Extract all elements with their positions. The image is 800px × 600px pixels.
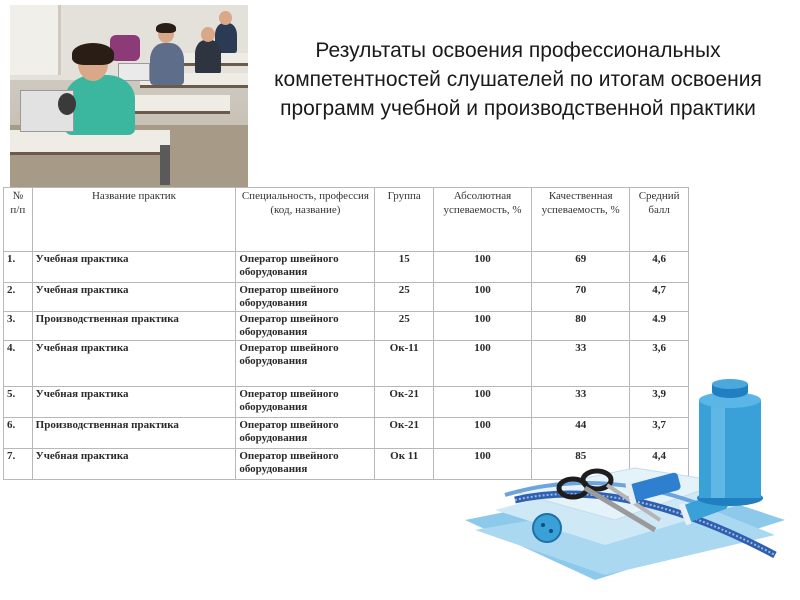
photo-head xyxy=(201,27,215,42)
cell-num: 6. xyxy=(4,418,33,449)
photo-head xyxy=(219,11,232,25)
photo-machine-wheel xyxy=(58,93,76,115)
cell-average: 3,9 xyxy=(630,387,689,418)
cell-absolute: 100 xyxy=(433,341,531,387)
cell-name: Учебная практика xyxy=(32,252,236,283)
photo-window xyxy=(10,5,61,75)
photo-fabric xyxy=(110,35,140,61)
cell-num: 5. xyxy=(4,387,33,418)
cell-specialty: Оператор швейного оборудования xyxy=(236,252,375,283)
header-quality: Качественная успеваемость, % xyxy=(532,188,630,252)
photo-person xyxy=(195,40,221,74)
photo-hair xyxy=(72,43,114,65)
cell-group: Ок-21 xyxy=(375,387,433,418)
sewing-workshop-photo xyxy=(10,5,248,187)
cell-num: 3. xyxy=(4,312,33,341)
header-group: Группа xyxy=(375,188,433,252)
cell-num: 7. xyxy=(4,449,33,480)
cell-name: Учебная практика xyxy=(32,449,236,480)
cell-specialty: Оператор швейного оборудования xyxy=(236,387,375,418)
button-hole xyxy=(541,523,545,527)
table-header-row xyxy=(4,188,689,252)
cell-group: Ок-21 xyxy=(375,418,433,449)
cell-specialty: Оператор швейного оборудования xyxy=(236,418,375,449)
cell-quality: 70 xyxy=(532,283,630,312)
button-icon xyxy=(533,514,561,542)
table-row xyxy=(4,252,689,283)
cell-specialty: Оператор швейного оборудования xyxy=(236,341,375,387)
cell-group: 25 xyxy=(375,312,433,341)
cell-group: 15 xyxy=(375,252,433,283)
cell-specialty: Оператор швейного оборудования xyxy=(236,312,375,341)
cell-quality: 33 xyxy=(532,341,630,387)
header-num: № п/п xyxy=(4,188,33,252)
thread-cone-icon xyxy=(697,379,763,506)
sewing-supplies-illustration xyxy=(455,370,795,595)
cell-group: 25 xyxy=(375,283,433,312)
cell-average: 4,7 xyxy=(630,283,689,312)
cell-group: Ок 11 xyxy=(375,449,433,480)
cell-absolute: 100 xyxy=(433,449,531,480)
header-name: Название практик xyxy=(32,188,236,252)
table-row xyxy=(4,312,689,341)
cell-name: Учебная практика xyxy=(32,387,236,418)
cell-quality: 69 xyxy=(532,252,630,283)
cell-num: 1. xyxy=(4,252,33,283)
cell-quality: 33 xyxy=(532,387,630,418)
cell-group: Ок-11 xyxy=(375,341,433,387)
cell-absolute: 100 xyxy=(433,283,531,312)
page-title: Результаты освоения профессиональных компетентностей слушателей по итогам освоения программ учебной и производственной практики xyxy=(274,39,762,120)
cell-absolute: 100 xyxy=(433,418,531,449)
cell-average: 4,6 xyxy=(630,252,689,283)
cell-name: Производственная практика xyxy=(32,418,236,449)
cell-name: Учебная практика xyxy=(32,283,236,312)
button-hole xyxy=(549,529,553,533)
header-absolute: Абсолютная успеваемость, % xyxy=(433,188,531,252)
cell-name: Производственная практика xyxy=(32,312,236,341)
cell-average: 4,4 xyxy=(630,449,689,480)
cell-average: 3,7 xyxy=(630,418,689,449)
cell-average: 3,6 xyxy=(630,341,689,387)
cell-quality: 44 xyxy=(532,418,630,449)
cell-absolute: 100 xyxy=(433,252,531,283)
cell-absolute: 100 xyxy=(433,312,531,341)
photo-hair xyxy=(156,23,176,33)
cell-quality: 80 xyxy=(532,312,630,341)
cell-specialty: Оператор швейного оборудования xyxy=(236,283,375,312)
cell-specialty: Оператор швейного оборудования xyxy=(236,449,375,480)
photo-person xyxy=(150,43,184,85)
cell-average: 4.9 xyxy=(630,312,689,341)
cell-quality: 85 xyxy=(532,449,630,480)
header-specialty: Специальность, профессия (код, название) xyxy=(236,188,375,252)
header-average: Средний балл xyxy=(630,188,689,252)
cell-num: 2. xyxy=(4,283,33,312)
cell-absolute: 100 xyxy=(433,387,531,418)
cell-name: Учебная практика xyxy=(32,341,236,387)
photo-table-leg xyxy=(160,145,170,185)
table-row xyxy=(4,283,689,312)
cell-num: 4. xyxy=(4,341,33,387)
